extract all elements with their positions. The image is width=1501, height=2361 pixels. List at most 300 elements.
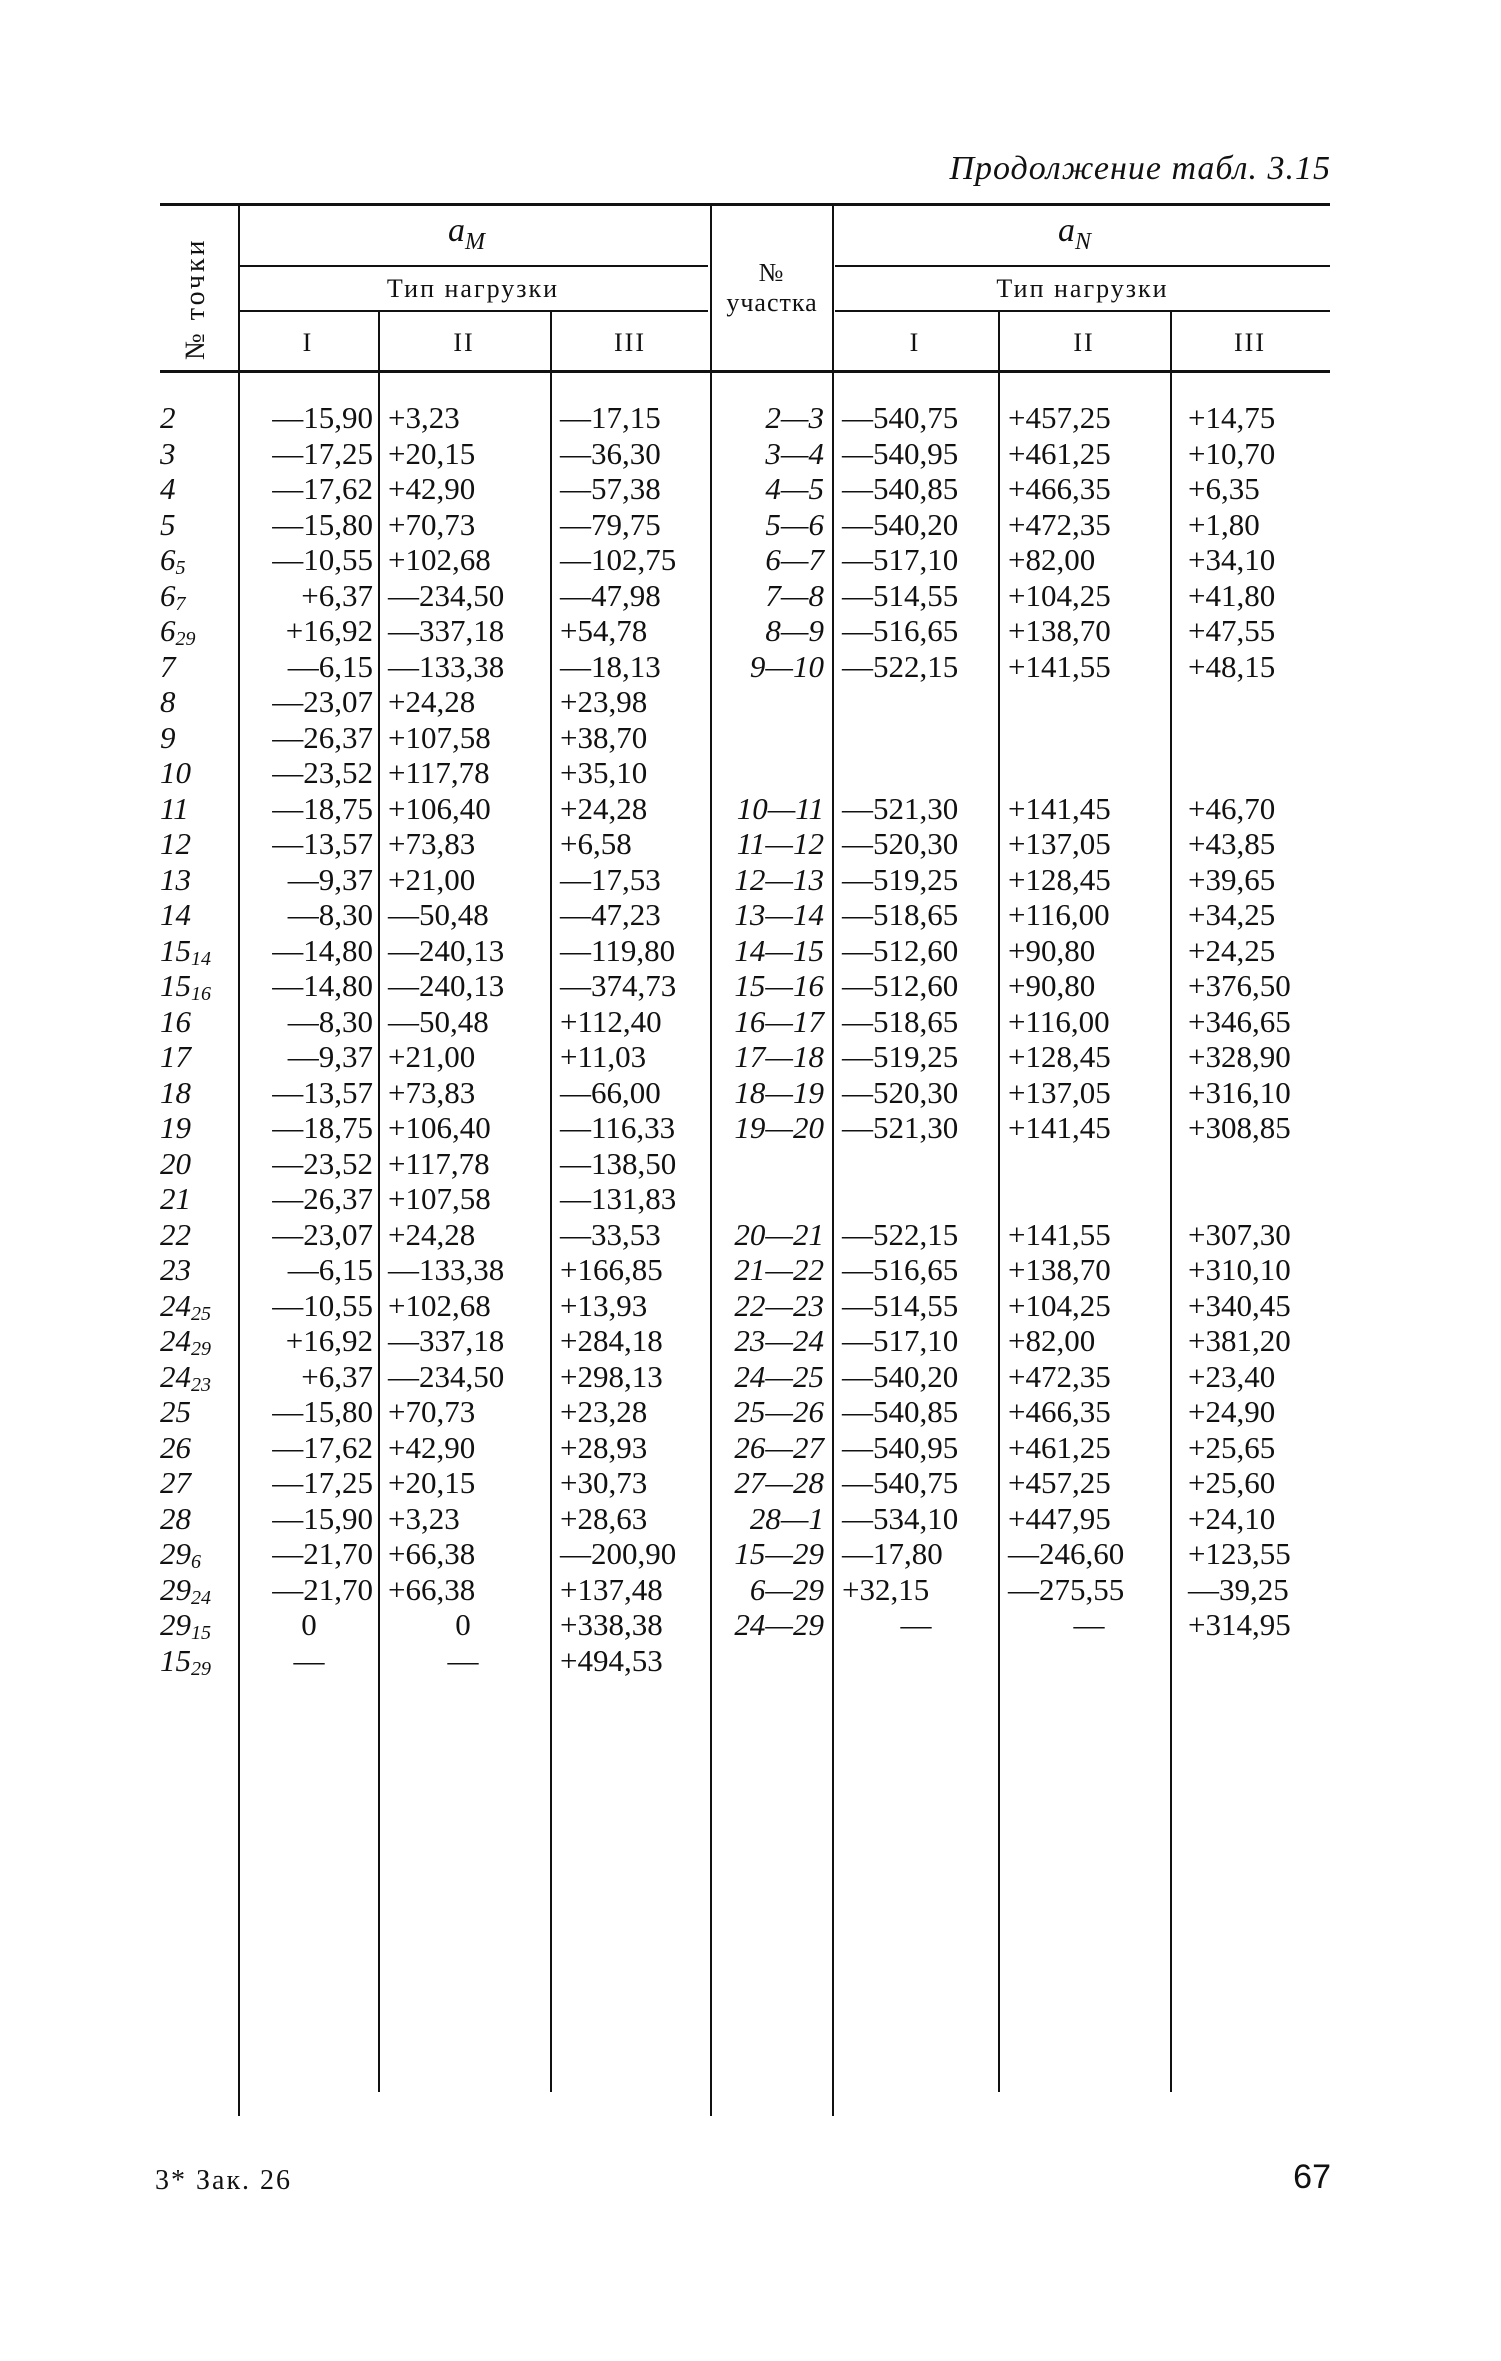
an-value-type-1: —516,65 [842,1252,959,1287]
am-value-type-1: —10,55 [272,1287,373,1323]
am-value-type-2: —240,13 [388,968,505,1003]
am-value-type-2: — [447,1642,479,1678]
am-value-type-1: +6,37 [301,577,373,613]
an-value-type-2: —275,55 [1008,1571,1125,1607]
am-value-type-3: —18,13 [560,648,661,684]
an-value-type-1: —540,75 [842,1465,959,1500]
am-value-type-2: —234,50 [388,1358,505,1394]
an-value-type-3: +34,25 [1188,897,1276,932]
point-subscript: 23 [191,1373,211,1396]
point-subscript: 24 [191,1586,211,1609]
am-value-type-3: +284,18 [560,1323,663,1358]
segment-number: 11—12 [736,826,824,861]
am-value-type-3: —36,30 [560,435,661,471]
an-value-type-3: +340,45 [1188,1287,1291,1323]
an-value-type-1: —519,25 [842,1039,959,1074]
am-value-type-3: +35,10 [560,755,648,790]
am-value-type-2: +20,15 [388,435,476,471]
table-row [0,1252,1501,1288]
an-value-type-3: +14,75 [1188,400,1276,435]
point-subscript: 29 [175,628,196,650]
types-rule-m [238,310,708,312]
am-value-type-1: —6,15 [287,648,373,684]
segment-number: 6—7 [765,542,824,577]
subheader-rule-m [238,265,708,267]
segment-number: 14—15 [734,932,824,968]
an-value-type-1: —518,65 [842,897,959,932]
an-value-type-1: —520,30 [842,826,959,861]
point-subscript: 7 [175,592,186,615]
table-row [0,791,1501,827]
am-value-type-1: —18,75 [272,790,373,826]
an-value-type-3: —39,25 [1188,1571,1289,1607]
am-value-type-3: —200,90 [560,1536,677,1571]
am-value-type-2: +21,00 [388,1039,476,1074]
segment-number: 3—4 [765,435,824,471]
an-value-type-2: +141,55 [1008,1216,1111,1252]
an-value-type-2: +116,00 [1008,897,1110,932]
am-value-type-1: —18,75 [272,1110,373,1145]
am-value-type-2: +70,73 [388,506,476,542]
point-main: 4 [160,471,176,506]
an-value-type-3: +46,70 [1188,790,1276,826]
point-main: 15 [160,1642,191,1678]
type-header-m-2: II [453,328,475,357]
point-main: 27 [160,1465,191,1500]
point-main: 21 [160,1181,191,1216]
point-main: 13 [160,861,191,897]
am-value-type-3: —47,23 [560,897,661,932]
an-value-type-1: —521,30 [842,1110,959,1145]
am-value-type-3: +137,48 [560,1571,663,1607]
table-row [0,1430,1501,1466]
point-main: 22 [160,1216,191,1252]
segment-number: 4—5 [765,471,824,506]
am-value-type-1: — [293,1642,325,1678]
table-top-rule [160,203,1330,206]
am-value-type-3: +23,28 [560,1394,648,1429]
point-main: 24 [160,1323,191,1358]
table-row [0,1607,1501,1643]
an-value-type-3: +47,55 [1188,613,1276,648]
an-value-type-3: +123,55 [1188,1536,1291,1571]
segment-number: 27—28 [734,1465,824,1500]
an-value-type-2: +137,05 [1008,826,1111,861]
segment-number: 7—8 [765,577,824,613]
type-header-m-3: III [614,328,646,357]
an-value-type-1: —518,65 [842,1003,959,1039]
table-row [0,578,1501,614]
an-value-type-3: +43,85 [1188,826,1276,861]
am-value-type-3: —17,15 [560,400,661,435]
am-header [448,212,485,256]
table-row [0,1146,1501,1182]
segment-number: 16—17 [734,1003,824,1039]
an-value-type-1: +32,15 [842,1571,930,1607]
an-value-type-1: —540,85 [842,1394,959,1429]
point-main: 18 [160,1074,191,1110]
an-value-type-3: +39,65 [1188,861,1276,897]
table-row [0,1465,1501,1501]
an-value-type-2: +447,95 [1008,1500,1111,1536]
am-value-type-3: +6,58 [560,826,632,861]
an-value-type-1: —512,60 [842,932,959,968]
am-value-type-1: —15,90 [272,400,373,435]
point-subscript: 29 [191,1657,211,1680]
an-value-type-3: +23,40 [1188,1358,1276,1394]
am-value-type-2: +73,83 [388,1074,476,1110]
point-main: 9 [160,719,176,755]
table-row [0,1004,1501,1040]
point-main: 2 [160,400,176,435]
table-row [0,436,1501,472]
an-value-type-1: —517,10 [842,542,959,577]
an-value-type-3: +310,10 [1188,1252,1291,1287]
an-header [1058,212,1091,256]
am-value-type-3: +494,53 [560,1642,663,1678]
segment-number: 24—29 [734,1607,824,1642]
type-header-n-1: I [909,328,921,357]
point-main: 24 [160,1358,191,1394]
point-main: 17 [160,1039,191,1074]
an-value-type-2: +137,05 [1008,1074,1111,1110]
point-main: 14 [160,897,191,932]
am-value-type-1: —8,30 [287,1003,373,1039]
point-subscript: 6 [191,1551,201,1573]
segment-number: 13—14 [734,897,824,932]
point-subscript: 14 [191,947,211,970]
an-value-type-1: — [900,1607,932,1642]
type-header-m-1: I [302,328,314,357]
am-value-type-1: —13,57 [272,1074,373,1110]
an-value-type-3: +328,90 [1188,1039,1291,1074]
am-value-type-1: —23,07 [272,1216,373,1252]
am-value-type-1: —17,25 [272,1465,373,1500]
am-value-type-1: —14,80 [272,968,373,1003]
table-row [0,1075,1501,1111]
point-subscript: 29 [191,1338,211,1360]
table-row [0,1572,1501,1608]
segment-number: 23—24 [734,1323,824,1358]
an-value-type-1: —540,20 [842,506,959,542]
am-value-type-2: +117,78 [388,755,490,790]
table-row [0,1394,1501,1430]
an-value-type-1: —522,15 [842,648,959,684]
am-value-type-1: —8,30 [287,897,373,932]
am-value-type-3: +338,38 [560,1607,663,1642]
am-value-type-3: +24,28 [560,790,648,826]
am-value-type-2: +106,40 [388,1110,491,1145]
point-main: 26 [160,1429,191,1465]
an-value-type-2: +466,35 [1008,1394,1111,1429]
am-value-type-1: 0 [301,1607,317,1642]
segment-number: 5—6 [765,506,824,542]
an-value-type-1: —517,10 [842,1323,959,1358]
an-value-type-2: +457,25 [1008,400,1111,435]
point-main: 15 [160,968,191,1003]
point-main: 5 [160,506,176,542]
am-value-type-2: +42,90 [388,471,476,506]
segment-number: 12—13 [734,861,824,897]
an-value-type-3: +381,20 [1188,1323,1291,1358]
table-row [0,400,1501,436]
point-main: 10 [160,755,191,790]
am-value-type-3: —119,80 [560,932,676,968]
an-value-type-2: +128,45 [1008,1039,1111,1074]
table-row [0,471,1501,507]
an-value-type-3: +24,10 [1188,1500,1276,1536]
point-main: 29 [160,1607,191,1642]
am-value-type-1: —26,37 [272,719,373,755]
point-main: 25 [160,1394,191,1429]
an-value-type-1: —514,55 [842,577,959,613]
am-value-type-2: —337,18 [388,1323,505,1358]
types-rule-n [835,310,1330,312]
am-value-type-2: —234,50 [388,577,505,613]
am-value-type-2: 0 [455,1607,471,1642]
am-value-type-3: +28,63 [560,1500,648,1536]
segment-number: 15—29 [734,1536,824,1571]
an-value-type-1: —520,30 [842,1074,959,1110]
am-value-type-2: +117,78 [388,1145,490,1181]
table-row [0,720,1501,756]
am-value-type-3: —138,50 [560,1145,677,1181]
am-value-type-1: +6,37 [301,1358,373,1394]
segment-number: 8—9 [765,613,824,648]
point-column-header: № точки [180,237,211,360]
am-value-type-1: —15,80 [272,506,373,542]
point-main: 12 [160,826,191,861]
segment-number: 6—29 [749,1571,824,1607]
am-value-type-2: —337,18 [388,613,505,648]
an-value-type-1: —516,65 [842,613,959,648]
am-value-type-1: —6,15 [287,1252,373,1287]
segment-header-line1: № [758,258,786,287]
table-body [0,400,1501,1678]
table-row [0,1501,1501,1537]
am-value-type-3: —57,38 [560,471,661,506]
an-value-type-2: +472,35 [1008,1358,1111,1394]
am-value-type-3: +23,98 [560,684,648,719]
point-main: 29 [160,1571,191,1607]
table-row [0,1288,1501,1324]
am-value-type-3: —17,53 [560,861,661,897]
am-value-type-3: +298,13 [560,1358,663,1394]
am-value-type-2: +66,38 [388,1571,476,1607]
an-subscript: N [1075,228,1092,255]
am-value-type-1: +16,92 [285,1323,373,1358]
am-value-type-2: +70,73 [388,1394,476,1429]
an-value-type-3: +48,15 [1188,648,1276,684]
footer-signature: 3* Зак. 26 [155,2165,293,2196]
point-main: 24 [160,1287,191,1323]
an-value-type-2: +128,45 [1008,861,1111,897]
table-row [0,542,1501,578]
am-value-type-1: —15,80 [272,1394,373,1429]
am-value-type-3: —66,00 [560,1074,661,1110]
an-value-type-2: — [1073,1607,1105,1642]
table-row [0,1643,1501,1679]
segment-number: 18—19 [734,1074,824,1110]
am-value-type-2: +20,15 [388,1465,476,1500]
am-value-type-1: —9,37 [287,1039,373,1074]
segment-number: 28—1 [749,1500,824,1536]
an-value-type-3: +1,80 [1188,506,1260,542]
point-main: 28 [160,1500,191,1536]
an-symbol: a [1058,212,1075,249]
an-value-type-1: —519,25 [842,861,959,897]
load-type-header-m: Тип нагрузки [386,274,560,303]
segment-number: 9—10 [749,648,824,684]
table-row [0,897,1501,933]
an-value-type-3: +316,10 [1188,1074,1291,1110]
an-value-type-1: —514,55 [842,1287,959,1323]
an-value-type-3: +6,35 [1188,471,1260,506]
am-value-type-2: +3,23 [388,400,460,435]
an-value-type-1: —540,85 [842,471,959,506]
am-value-type-1: —10,55 [272,542,373,577]
an-value-type-3: +376,50 [1188,968,1291,1003]
am-value-type-2: +21,00 [388,861,476,897]
am-value-type-1: —17,25 [272,435,373,471]
am-value-type-2: —50,48 [388,1003,489,1039]
am-value-type-3: +38,70 [560,719,648,755]
an-value-type-1: —534,10 [842,1500,959,1536]
am-value-type-2: —133,38 [388,1252,505,1287]
am-value-type-2: +66,38 [388,1536,476,1571]
type-header-n-2: II [1073,328,1095,357]
am-value-type-3: —33,53 [560,1216,661,1252]
an-value-type-2: +82,00 [1008,1323,1096,1358]
segment-number: 19—20 [734,1110,824,1145]
table-row [0,1039,1501,1075]
am-value-type-1: +16,92 [285,613,373,648]
table-row [0,862,1501,898]
am-symbol: a [448,212,465,249]
am-value-type-2: +24,28 [388,1216,476,1252]
an-value-type-3: +308,85 [1188,1110,1291,1145]
am-value-type-3: —374,73 [560,968,677,1003]
point-main: 19 [160,1110,191,1145]
table-row [0,1110,1501,1146]
subheader-rule-n [835,265,1330,267]
am-value-type-1: —17,62 [272,471,373,506]
segment-number: 10—11 [736,790,824,826]
am-value-type-2: +102,68 [388,1287,491,1323]
point-number [160,1643,232,1688]
table-row [0,933,1501,969]
an-value-type-1: —540,95 [842,435,959,471]
am-value-type-3: +11,03 [560,1039,647,1074]
am-value-type-2: +107,58 [388,1181,491,1216]
am-value-type-3: —102,75 [560,542,677,577]
am-value-type-2: +73,83 [388,826,476,861]
point-main: 20 [160,1145,191,1181]
segment-number: 20—21 [734,1216,824,1252]
segment-number: 25—26 [734,1394,824,1429]
an-value-type-2: +461,25 [1008,1429,1111,1465]
table-row [0,1217,1501,1253]
segment-header-line2: участка [726,288,818,317]
an-value-type-1: —540,20 [842,1358,959,1394]
point-main: 7 [160,648,176,684]
table-row [0,684,1501,720]
am-value-type-3: —116,33 [560,1110,676,1145]
am-value-type-3: +54,78 [560,613,648,648]
an-value-type-3: +10,70 [1188,435,1276,471]
table-caption: Продолжение табл. 3.15 [949,150,1331,187]
table-row [0,826,1501,862]
am-subscript: M [465,228,485,255]
table-row [0,613,1501,649]
am-value-type-3: —47,98 [560,577,661,613]
am-value-type-1: —23,07 [272,684,373,719]
an-value-type-1: —540,75 [842,400,959,435]
am-value-type-2: +42,90 [388,1429,476,1465]
am-value-type-2: —240,13 [388,932,505,968]
table-row [0,755,1501,791]
am-value-type-1: —23,52 [272,755,373,790]
an-value-type-1: —512,60 [842,968,959,1003]
segment-number: 15—16 [734,968,824,1003]
an-value-type-2: +90,80 [1008,932,1096,968]
an-value-type-3: +41,80 [1188,577,1276,613]
an-value-type-2: +472,35 [1008,506,1111,542]
am-value-type-1: —23,52 [272,1145,373,1181]
segment-number: 26—27 [734,1429,824,1465]
an-value-type-2: +82,00 [1008,542,1096,577]
am-value-type-1: —21,70 [272,1536,373,1571]
am-value-type-2: —133,38 [388,648,505,684]
point-subscript: 25 [191,1302,211,1325]
an-value-type-2: +104,25 [1008,577,1111,613]
an-value-type-2: +138,70 [1008,1252,1111,1287]
point-main: 23 [160,1252,191,1287]
am-value-type-3: —79,75 [560,506,661,542]
an-value-type-2: +138,70 [1008,613,1111,648]
point-main: 8 [160,684,176,719]
point-subscript: 5 [175,557,186,579]
segment-number: 2—3 [765,400,824,435]
an-value-type-3: +34,10 [1188,542,1276,577]
point-main: 16 [160,1003,191,1039]
am-value-type-2: +107,58 [388,719,491,755]
am-value-type-2: +106,40 [388,790,491,826]
point-main: 6 [160,542,176,577]
point-main: 11 [160,790,189,826]
am-value-type-1: —15,90 [272,1500,373,1536]
am-value-type-3: +30,73 [560,1465,648,1500]
table-row [0,1359,1501,1395]
header-bottom-rule [160,370,1330,373]
type-header-n-3: III [1234,328,1266,357]
point-main: 29 [160,1536,191,1571]
am-value-type-1: —21,70 [272,1571,373,1607]
am-value-type-1: —17,62 [272,1429,373,1465]
an-value-type-2: +466,35 [1008,471,1111,506]
an-value-type-2: +457,25 [1008,1465,1111,1500]
an-value-type-3: +24,90 [1188,1394,1276,1429]
am-value-type-3: —131,83 [560,1181,677,1216]
load-type-header-n: Тип нагрузки [996,274,1169,303]
an-value-type-2: +141,45 [1008,790,1111,826]
am-value-type-2: +102,68 [388,542,491,577]
am-value-type-1: —13,57 [272,826,373,861]
table-row [0,1536,1501,1572]
am-value-type-3: +13,93 [560,1287,648,1323]
am-value-type-1: —9,37 [287,861,373,897]
an-value-type-3: +25,60 [1188,1465,1276,1500]
